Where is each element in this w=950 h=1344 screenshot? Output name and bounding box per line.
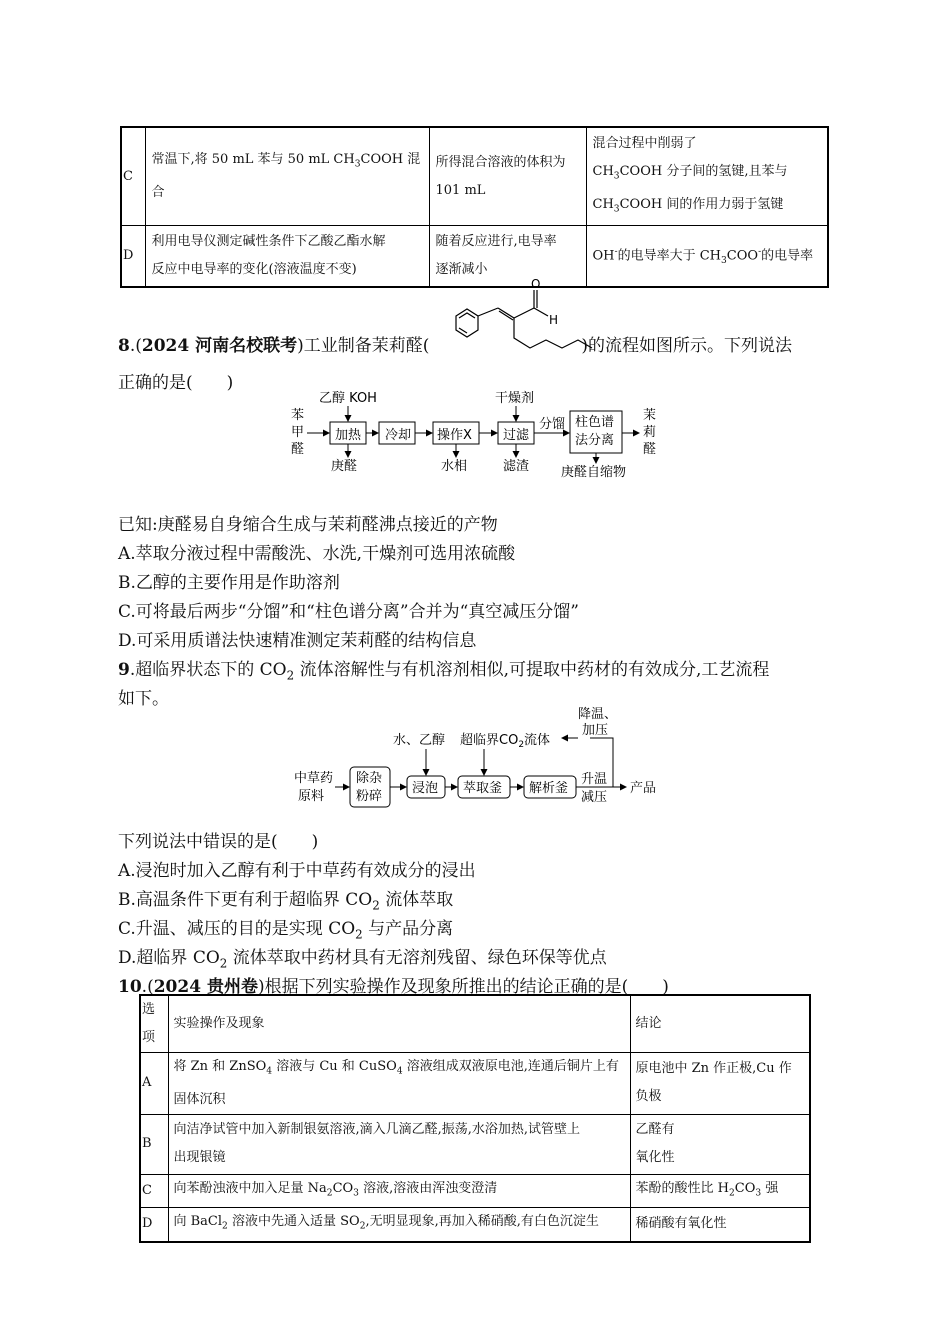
conclusion-cell: 苯酚的酸性比 $H_2CO_3$ 强	[630, 1174, 810, 1208]
option-cell: C	[121, 127, 145, 226]
q8-option-b: B.乙醇的主要作用是作助溶剂	[118, 573, 340, 593]
table-row	[140, 1174, 810, 1208]
option-cell: B	[140, 1114, 168, 1174]
q8-known: 已知:庚醛易自身缩合生成与茉莉醛沸点接近的产物	[118, 515, 498, 535]
table-header-row	[140, 995, 810, 1053]
box5-line1: 柱色谱	[575, 415, 615, 430]
product-label: 产品	[630, 781, 657, 796]
end-label-1: 茉	[643, 408, 657, 423]
output-residue: 滤渣	[503, 459, 530, 474]
operation-cell: 将 Zn 和 ZnSO$_4$ 溶液与 Cu 和 CuSO$_4$ 溶液组成双液原电池,连通后铜片上有 固体沉积	[168, 1053, 630, 1115]
conclusion-cell: OH-的电导率大于 $CH_3COO^-$的电导率	[586, 226, 828, 288]
end-label-2: 莉	[643, 425, 657, 440]
cool-pressurize-2: 加压	[582, 723, 609, 738]
hydrogen-label: H	[549, 313, 559, 327]
edge-depressurize: 减压	[581, 790, 608, 805]
start-label-3: 醛	[291, 442, 305, 457]
box4-label: 过滤	[503, 428, 530, 443]
q9-option-d: D.超临界 $CO_2$ 流体萃取中药材具有无溶剂残留、绿色环保等优点	[118, 948, 607, 971]
q10-stem: 10.(2024 贵州卷)根据下列实验操作及现象所推出的结论正确的是( )	[118, 977, 669, 997]
output-heptanal: 庚醛	[331, 459, 358, 474]
header-option: 选项	[140, 995, 168, 1053]
phenomenon-cell: 随着反应进行,电导率 逐渐减小	[429, 226, 586, 288]
q9-option-b: B.高温条件下更有利于超临界 $CO_2$ 流体萃取	[118, 890, 454, 913]
source-label-2: 原料	[298, 789, 325, 804]
q9-stem-line2: 如下。	[118, 689, 169, 709]
box2-label: 冷却	[385, 428, 412, 443]
q9-option-a: A.浸泡时加入乙醇有利于中草药有效成分的浸出	[118, 861, 476, 881]
operation-cell: 常温下,将 50 mL 苯与 50 mL $CH_3COOH$ 混 合	[145, 127, 429, 226]
conclusion-cell: 乙醛有 氧化性	[630, 1114, 810, 1174]
output-water-phase: 水相	[441, 459, 468, 474]
jasminaldehyde-structure	[436, 278, 596, 358]
previous-question-table	[120, 126, 829, 288]
table-row	[140, 1208, 810, 1242]
q8-option-a: A.萃取分液过程中需酸洗、水洗,干燥剂可选用浓硫酸	[118, 544, 516, 564]
input-water-ethanol: 水、乙醇	[393, 733, 446, 748]
q8-option-c: C.可将最后两步“分馏”和“柱色谱分离”合并为“真空减压分馏”	[118, 602, 579, 622]
operation-cell: 向洁净试管中加入新制银氨溶液,滴入几滴乙醛,振荡,水浴加热,试管壁上 出现银镜	[168, 1114, 630, 1174]
conclusion-cell: 原电池中 Zn 作正极,Cu 作 负极	[630, 1053, 810, 1115]
table-row	[140, 1053, 810, 1115]
q8-stem-line2: 正确的是( )	[118, 373, 234, 393]
header-conclusion: 结论	[630, 995, 810, 1053]
box1-label: 加热	[335, 428, 362, 443]
box1-line2: 粉碎	[356, 789, 383, 804]
start-label-2: 甲	[291, 425, 305, 440]
source-label-1: 中草药	[294, 771, 334, 786]
conclusion-cell: 混合过程中削弱了 $CH_3COOH$ 分子间的氢键,且苯与 $CH_3COOH$ 间的作用力弱于氢键	[586, 127, 828, 226]
q8-option-d: D.可采用质谱法快速精准测定茉莉醛的结构信息	[118, 631, 477, 651]
output-self-condensate: 庚醛自缩物	[561, 465, 627, 480]
q9-flow-diagram	[290, 704, 670, 814]
q8-stem: 8.(2024 河南名校联考)工业制备茉莉醛( )的流程如图所示。下列说法	[118, 336, 793, 356]
edge-heat: 升温	[581, 772, 608, 787]
q9-option-c: C.升温、减压的目的是实现 $CO_2$ 与产品分离	[118, 919, 454, 942]
input-ethanol-koh: 乙醇 KOH	[319, 391, 377, 406]
cool-pressurize-1: 降温、	[578, 707, 618, 722]
table-row	[140, 1114, 810, 1174]
box1-line1: 除杂	[356, 771, 383, 786]
q8-flow-diagram	[285, 386, 670, 486]
q8-source: 2024 河南名校联考	[141, 336, 298, 356]
input-desiccant: 干燥剂	[495, 391, 535, 406]
end-label-3: 醛	[643, 442, 657, 457]
edge-distill: 分馏	[539, 417, 566, 432]
operation-cell: 利用电导仪测定碱性条件下乙酸乙酯水解 反应中电导率的变化(溶液温度不变)	[145, 226, 429, 288]
box5-line2: 法分离	[575, 433, 615, 448]
q9-ask: 下列说法中错误的是( )	[118, 832, 319, 852]
start-label-1: 苯	[291, 408, 305, 423]
q10-source: 2024 贵州卷	[153, 977, 258, 997]
box3-label: 操作X	[437, 428, 472, 443]
q9-stem: 9.超临界状态下的 $CO_2$ 流体溶解性与有机溶剂相似,可提取中药材的有效成分,工艺流程	[118, 660, 770, 683]
operation-cell: 向苯酚浊液中加入足量 $Na_2CO_3$ 溶液,溶液由浑浊变澄清	[168, 1174, 630, 1208]
option-cell: D	[121, 226, 145, 288]
input-supercritical-co2: 超临界$CO_2$流体	[460, 733, 551, 750]
option-cell: C	[140, 1174, 168, 1208]
box-extract-label: 萃取釜	[463, 781, 503, 796]
q10-table	[139, 994, 811, 1243]
header-operation: 实验操作及现象	[168, 995, 630, 1053]
box-resolve-label: 解析釜	[529, 781, 569, 796]
operation-cell: 向 BaCl$_2$ 溶液中先通入适量 $SO_2$,无明显现象,再加入稀硝酸,有白色沉淀生	[168, 1208, 630, 1242]
phenomenon-cell: 所得混合溶液的体积为 101 mL	[429, 127, 586, 226]
option-cell: D	[140, 1208, 168, 1242]
table-row	[121, 127, 828, 226]
option-cell: A	[140, 1053, 168, 1115]
oxygen-label: O	[531, 278, 541, 291]
box-soak-label: 浸泡	[412, 781, 439, 796]
conclusion-cell: 稀硝酸有氧化性	[630, 1208, 810, 1242]
